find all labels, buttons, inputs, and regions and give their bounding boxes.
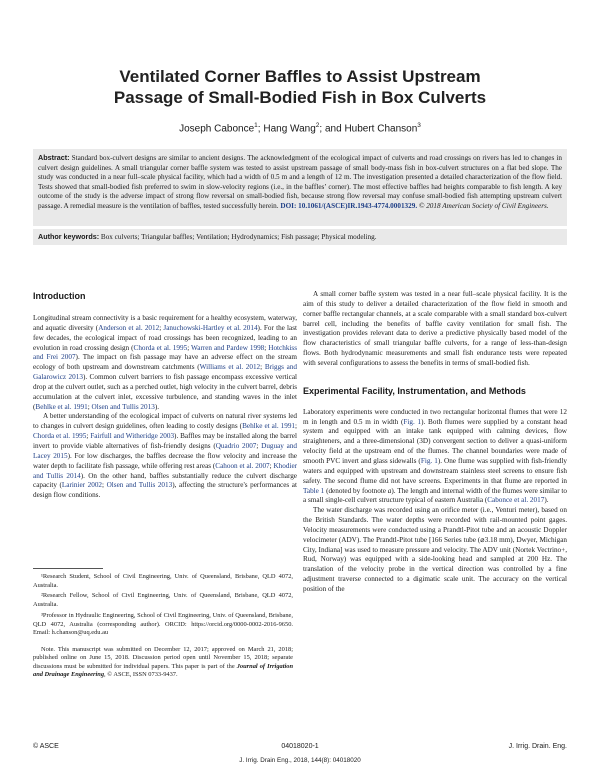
text-run: ). Both flumes were supplied by a constant head system and equipped with an intake tank equipped with calming devices, flow straighteners, and a three-dimensional (3D) convergent section to deliver a quasi-uniform velocity field at the upstream end of the flumes. The channel boundaries were made of smooth PVC invert and glass sidewalls (	[303, 417, 568, 465]
text-run: ;	[256, 441, 262, 450]
body-paragraph	[33, 314, 297, 412]
text-run: a	[387, 486, 392, 495]
author-list	[40, 119, 560, 135]
citation-link[interactable]: Briggs and Galarowicz 2013	[33, 363, 298, 382]
text-run: ). Baffles may be installed along the barrel invert to provide viable alternatives of fish-friendly designs (	[33, 432, 297, 450]
text-run: ). On the other hand, baffles substantially reduce the culvert discharge capacity (	[33, 471, 297, 490]
citation-link[interactable]: Chorda et al. 1995	[133, 343, 188, 352]
citation-link[interactable]: Fairfull and Witheridge 2003	[90, 432, 175, 441]
abstract-text: Standard box-culvert designs are similar to ancient designs. The acknowledgment of the ecological impact of culverts and road crossings on rivers has led to changes in culvert design guidelines. A small triangular corner baffle system was tested to assist upstream passage of small body-mass fish in box-culvert structures on a flat bed slope. The study was conducted in a near full–scale physical facility, which had a width of 0.5 m and a length of 12 m. The investigation presented a detailed characterization of the flow field. Tests showed that small-bodied fish preferred to swim in slow-velocity regions (i.e., in the baffles’ corner). The most effective baffles had heights comparable to fish length. A key outcome of the study is the adverse impact of strong flow reversal on small-bodied fish, because strong flow reversal may confuse small-bodied fish attempting upstream culvert passage. A remedial measure is the ventilation of baffles, tested successfully herein.	[38, 154, 562, 210]
citation-link[interactable]: Behlke et al. 1991	[242, 422, 296, 431]
paper-title	[40, 66, 560, 108]
affiliation-marker: 1	[254, 122, 258, 129]
citation-link[interactable]: Hotchkiss and Frei 2007	[33, 343, 297, 362]
text-run: ).	[154, 402, 160, 411]
citation-link[interactable]: Warren and Pardew 1998	[191, 343, 265, 352]
text-run: ).	[544, 496, 549, 505]
footnote-affiliation: ³Professor in Hydraulic Engineering, School of Civil Engineering, Univ. of Queensland, Brisbane, QLD 4072, Australia (corresponding author). ORCID: https://orcid.org/0000-0002-2016-9650. Email: h.chanson@uq.edu.au	[33, 611, 293, 637]
citation-link[interactable]: Olsen and Tullis 2013	[91, 402, 155, 411]
author-name: Hubert Chanson	[344, 123, 418, 135]
body-paragraph	[303, 290, 567, 369]
doi-link[interactable]: DOI: 10.1061/(ASCE)IR.1943-4774.0001329.	[280, 201, 418, 210]
text-run: ). The impact on fish passage may have an adverse effect on the stream ecology of both upstream and downstream catchments (	[33, 353, 298, 372]
text-run: Journal of Irrigation and Drainage Engineering	[33, 662, 294, 679]
title-line-2: Passage of Small-Bodied Fish in Box Culverts	[113, 88, 487, 107]
footnote-divider	[33, 568, 103, 569]
citation-link[interactable]: Olsen and Tullis 2013	[106, 481, 173, 490]
text-run: ). One flume was supplied with fish-friendly waters and equipped with upstream and downstream stainless steel screens to ensure fish safety. The second flume did not have screens. Experiments in that flume are reported in	[303, 456, 567, 485]
text-run: A better understanding of the ecological impact of culverts on natural river systems led to changes in culvert design guidelines, often leading to costly designs (	[33, 412, 297, 431]
title-line-1: Ventilated Corner Baffles to Assist Upstream	[119, 67, 481, 86]
keywords-label: Author keywords:	[38, 232, 100, 241]
section-heading-introduction: Introduction	[33, 291, 86, 301]
author-separator: ; and	[319, 123, 345, 135]
footer-journal: J. Irrig. Drain. Eng.	[508, 743, 567, 750]
footer-article-number: 04018020-1	[281, 743, 319, 750]
text-run: ;	[260, 363, 265, 372]
citation-link[interactable]: Larinier 2002	[61, 481, 103, 490]
text-run: Longitudinal stream connectivity is a basic requirement for a healthy ecosystem, waterway, and aquatic diversity (	[33, 314, 297, 332]
text-run: ). For low discharges, the baffles decrease the flow velocity and increase the water depth to facilitate fish passage, while offering rest areas (	[33, 451, 297, 470]
text-run: A small corner baffle system was tested in a near full–scale physical facility. It is the aim of this study to deliver a detailed characterization of the flow field in smooth and corner baffle rectangular channels, at a scale comparable with a small standard box-culvert barrel cell, including the benefits of baffle cavity ventilation for small fish. The investigation provides relevant data to derive a predictive physically based model of the flow characteristics of small triangular baffle culverts, for a range of less-than-design flows. Both hydrodynamic measurements and small fish endurance tests were repeated with several configurations to assess the benefits in terms of small-bodied fish.	[303, 290, 567, 367]
author-name: Joseph Cabonce	[179, 123, 255, 135]
text-run: , © ASCE, ISSN 0733-9437.	[104, 671, 178, 679]
keywords-text: Box culverts; Triangular baffles; Ventilation; Hydrodynamics; Fish passage; Physical modeling.	[99, 233, 377, 241]
right-column	[303, 290, 567, 595]
text-run: ). Common culvert barriers to fish passage encompass excessive vertical drop at the culvert outlet, such as a perched outlet, high velocity in the culvert barrel, debris accumulation at the culvert inlet, excessive turbulence, and standing waves in the inlet (	[33, 373, 298, 411]
citation-link[interactable]: Cabonce et al. 2017	[487, 496, 545, 505]
citation-link[interactable]: Fig. 1	[420, 456, 438, 465]
body-paragraph	[303, 408, 567, 506]
section-heading-methods: Experimental Facility, Instrumentation, and Methods	[303, 385, 526, 396]
citation-link[interactable]: Anderson et al. 2012	[98, 323, 160, 332]
text-run: ). The length and internal width of the flumes were similar to a small single-cell culvert structure typical of eastern Australia (	[303, 486, 567, 505]
citation-link[interactable]: Fig. 1	[403, 417, 422, 426]
footer-publisher: © ASCE	[33, 743, 59, 750]
text-run: ). For the last few decades, the ecological impact of road crossings has been recognized, leading to an evolution in road crossing design (	[33, 323, 298, 352]
text-run: Laboratory experiments were conducted in two rectangular horizontal flumes that were 12 m in length and 0.5 m in width (	[303, 407, 567, 426]
affiliation-marker: 2	[315, 122, 320, 129]
keywords-box	[33, 229, 567, 245]
text-run: The water discharge was recorded using an orifice meter (i.e., Venturi meter), based on the British Standards. The water depths were recorded with rail-mounted point gages. Velocity measurements were conducted using a Prandtl-Pitot tube and an acoustic Doppler velocimeter (ADV). The Prandtl-Pitot tube [166 Series tube (⌀3.18 mm), Dwyer, Michigan City, Indiana] was used to measure pressure and velocity. The ADV unit (Nortek Vectrino+, Rud, Norway) was equipped with a side-looking head and sampled at 200 Hz. The translation of the velocity probe in the vertical direction was controlled by a fine adjustment traverse connected to a digimatic scale unit. The accuracy on the vertical position of the	[303, 506, 567, 593]
text-run: ;	[102, 481, 107, 490]
text-run: ;	[87, 402, 92, 411]
abstract-box	[33, 149, 567, 226]
citation-link[interactable]: Behlke et al. 1991	[35, 402, 88, 411]
body-paragraph	[33, 412, 297, 501]
text-run: ;	[295, 422, 298, 431]
citation-link[interactable]: Chorda et al. 1995	[33, 432, 87, 441]
abstract-paragraph	[38, 153, 562, 211]
text-run: ), affecting the structure's performances at design flow conditions.	[33, 481, 297, 500]
citation-link[interactable]: Cahoon et al. 2007	[215, 461, 270, 470]
citation-link[interactable]: Williams et al. 2012	[199, 363, 261, 372]
author-name: Hang Wang	[263, 123, 316, 135]
text-run: ;	[264, 343, 269, 352]
copyright-notice: © 2018 American Society of Civil Engineers.	[417, 201, 549, 210]
footnote-affiliation: ²Research Fellow, School of Civil Engineering, Univ. of Queensland, Brisbane, QLD 4072, Australia.	[33, 592, 293, 609]
footnotes	[33, 573, 293, 682]
footnote-affiliation: ¹Research Student, School of Civil Engineering, Univ. of Queensland, Brisbane, QLD 4072, Australia.	[33, 573, 293, 589]
citation-link[interactable]: Januchowski-Hartley et al. 2014	[163, 323, 258, 332]
left-column	[33, 290, 297, 501]
body-paragraph	[303, 506, 567, 595]
abstract-label: Abstract:	[38, 153, 70, 162]
citation-link[interactable]: Quadrio 2007	[215, 441, 257, 450]
text-run: Note. This manuscript was submitted on December 12, 2017; approved on March 21, 2018; published online on June 15, 2018. Discussion period open until November 15, 2018; separate discussions must be submitted for individual papers. This paper is part of the	[33, 645, 293, 670]
citation-link[interactable]: Duguay and Lacey 2015	[33, 441, 298, 460]
text-run: (denoted by footnote	[324, 486, 388, 495]
text-run: ;	[269, 461, 274, 470]
footnote-note	[33, 646, 293, 680]
affiliation-marker: 3	[417, 122, 421, 129]
text-run: ;	[86, 432, 91, 441]
text-run: ;	[159, 323, 164, 332]
citation-link[interactable]: Table 1	[303, 486, 325, 495]
text-run: ;	[187, 343, 192, 352]
citation-link[interactable]: Khodier and Tullis 2014	[33, 461, 298, 480]
footer-citation: J. Irrig. Drain Eng., 2018, 144(8): 04018020	[239, 757, 361, 764]
author-separator: ;	[257, 123, 264, 135]
